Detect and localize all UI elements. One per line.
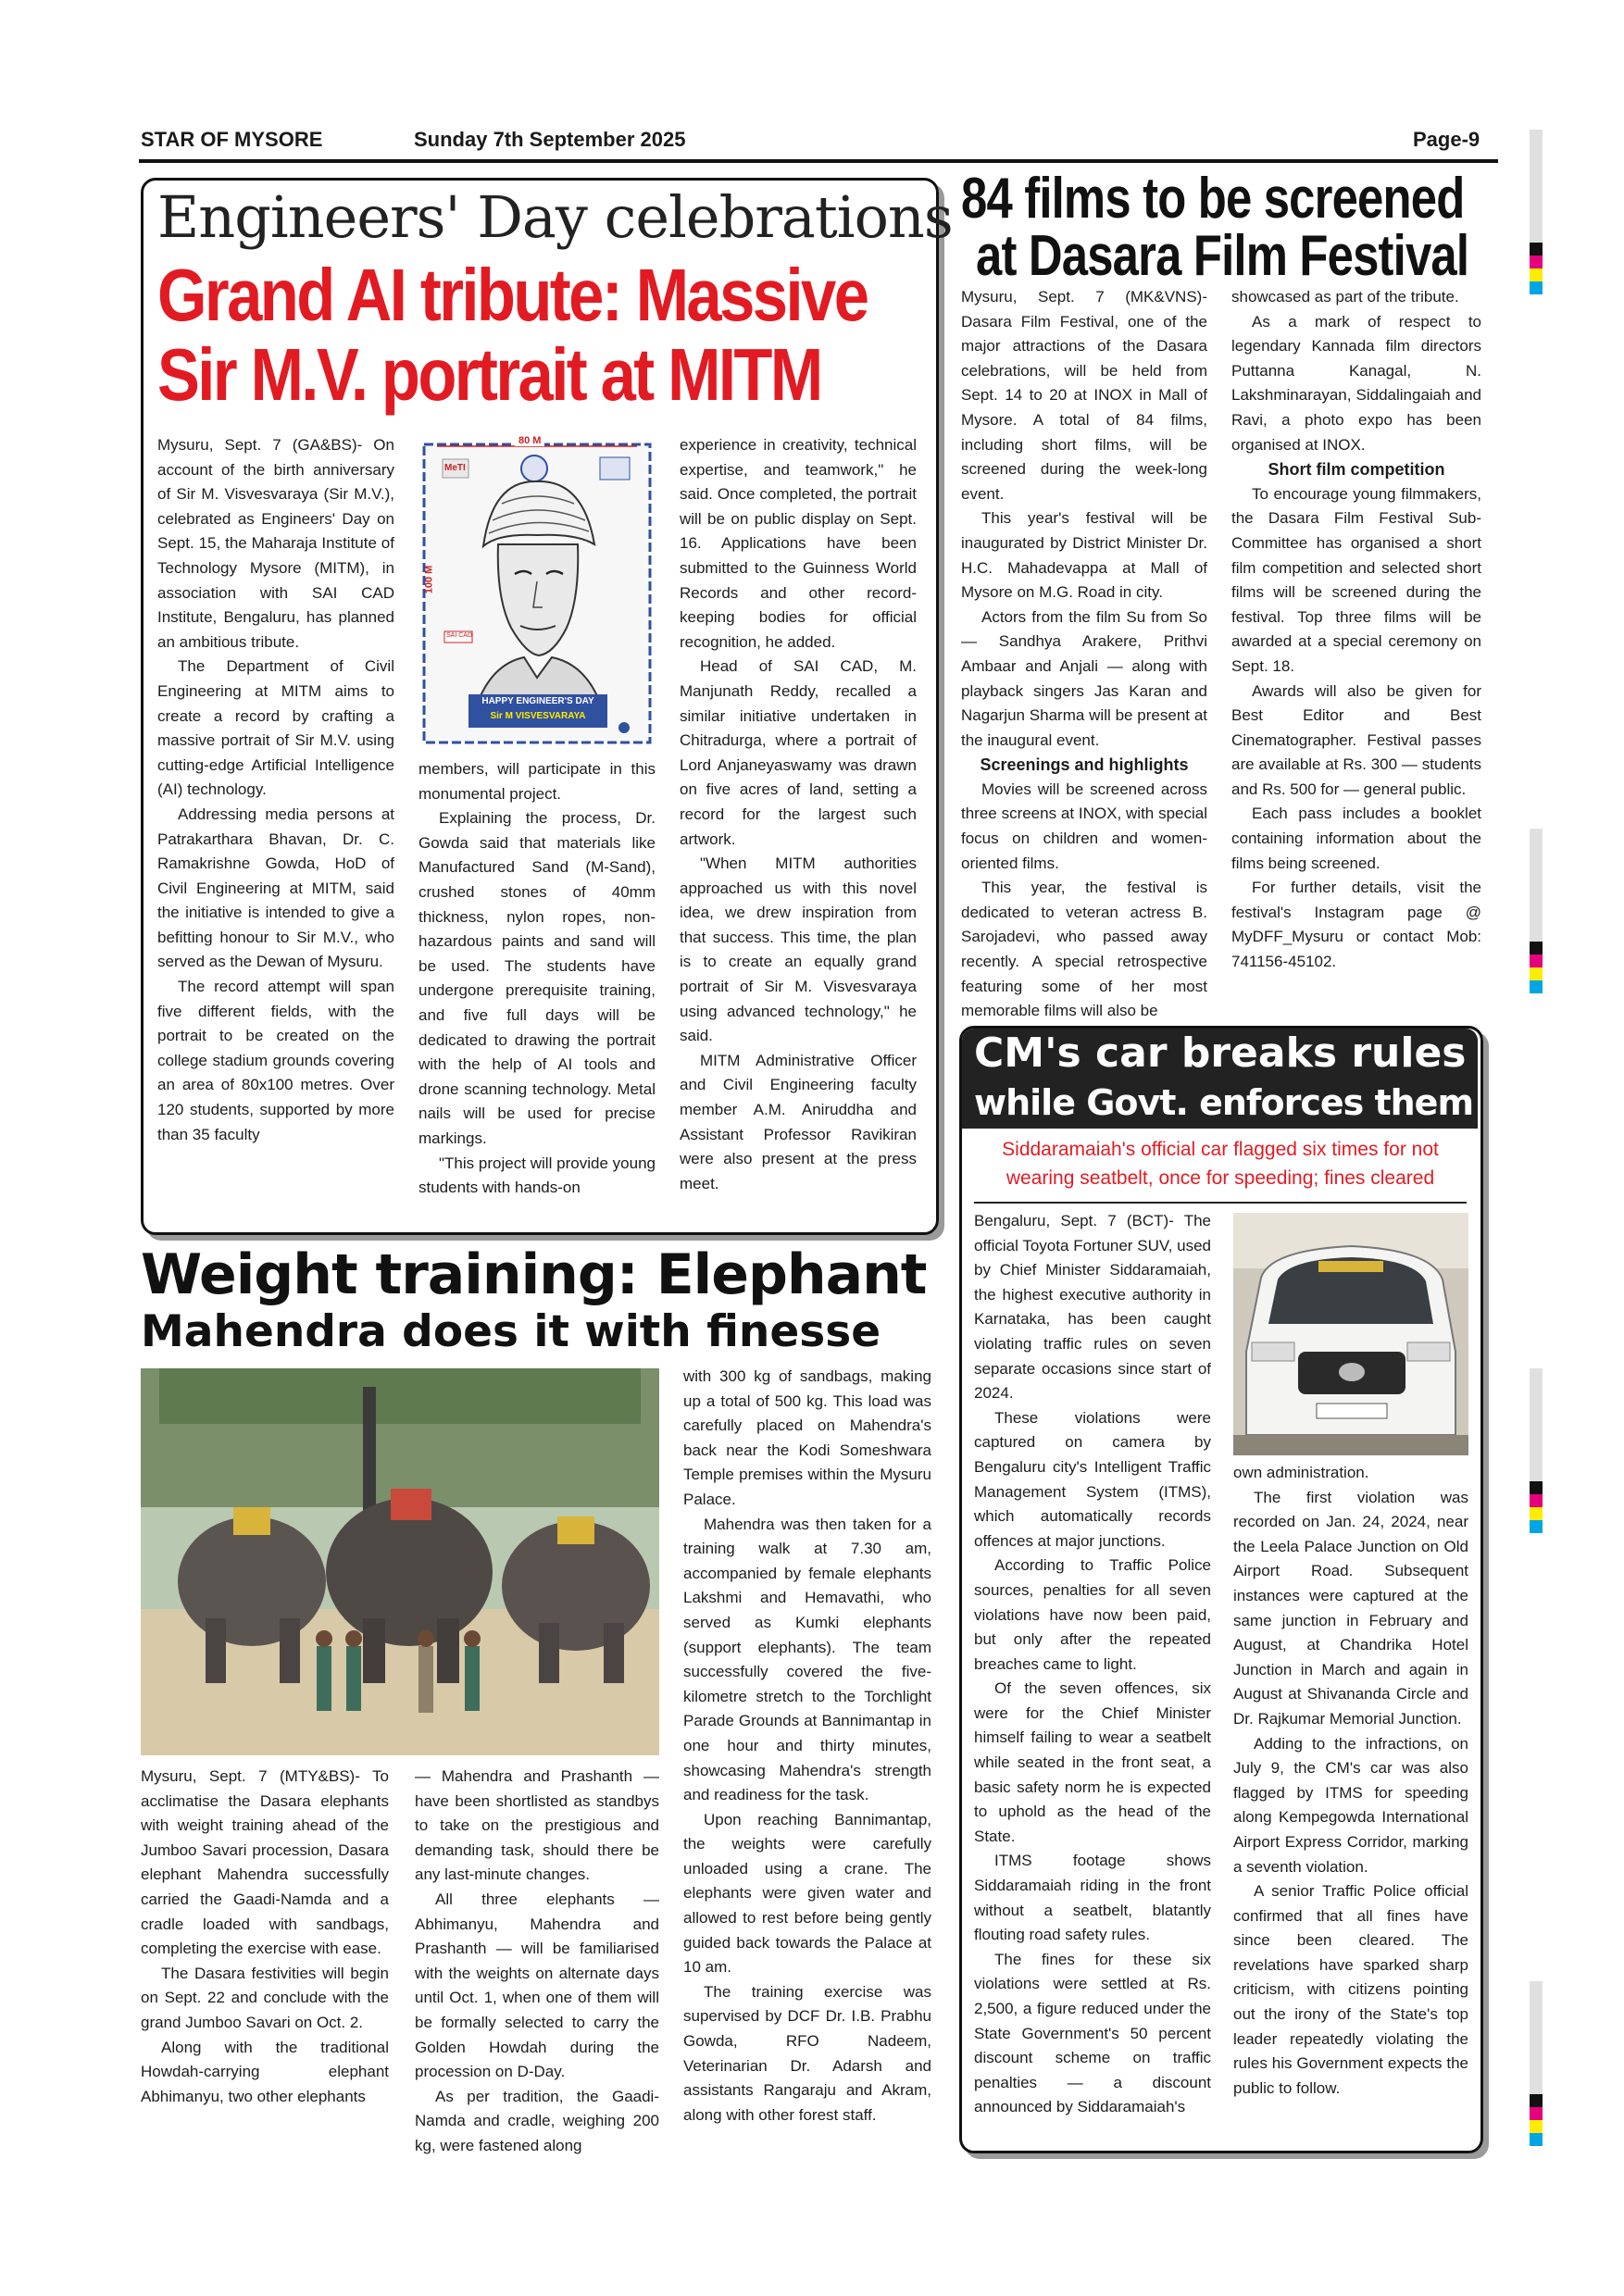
engineers-kicker: Engineers' Day celebrations [157, 183, 953, 251]
paragraph: showcased as part of the tribute. [1231, 288, 1459, 306]
paragraph: The record attempt will span five different fields, with the portrait to be created on the college stadium grounds covering an area of 80x100 metres. Over 120 students, supported by more than 35 faculty [157, 978, 394, 1143]
paragraph: For further details, visit the festival's Instagram page @ MyDFF_Mysuru or contact Mob: 741156-45102. [1231, 879, 1481, 971]
sai-cad-tag: SAI CAD [446, 632, 473, 639]
paragraph: Awards will also be given for Best Editor and Best Cinematographer. Festival passes are available at Rs. 300 — students and Rs. 500 for — general public. [1231, 681, 1481, 798]
colour-registration-mark [1530, 1481, 1543, 1533]
cm-subhead: Siddaramaiah's official car flagged six times for not wearing seatbelt, once for speeding; fines cleared [1002, 1139, 1439, 1189]
elephant-column-1 [141, 1765, 389, 2109]
issue-date: Sunday 7th September 2025 [414, 128, 686, 151]
paragraph: All three elephants — Abhimanyu, Mahendra and Prashanth — will be familiarised with the weights on alternate days until Oct. 1, when one of them will be formally selected to carry the Golden Howdah during the procession on D-Day. [415, 1890, 659, 2081]
paragraph: — Mahendra and Prashanth — have been shortlisted as standbys to take on the prestigious and demanding task, should there be any last-minute changes. [415, 1767, 659, 1884]
paragraph: Head of SAI CAD, M. Manjunath Reddy, recalled a similar initiative undertaken in Chitradurga, where a portrait of Lord Anjaneyaswamy was drawn on five acres of land, setting a record for the largest such artwork. [680, 657, 917, 848]
paragraph: The Department of Civil Engineering at MITM aims to create a record by crafting a massive portrait of Sir M.V. using cutting-edge Artificial Intelligence (AI) technology. [157, 657, 394, 799]
margin-strip [1530, 1368, 1543, 1481]
paragraph: To encourage young filmmakers, the Dasara Film Festival Sub-Committee has organised a short film competition and selected short films will be screened during the festival. Top three films will be awarded at a special ceremony on Sept. 18. [1231, 484, 1481, 675]
paragraph: According to Traffic Police sources, penalties for all seven violations have now been paid, but only after the repeated breaches came to light. [974, 1556, 1211, 1673]
colour-registration-mark [1530, 243, 1543, 294]
paragraph: Upon reaching Bannimantap, the weights were carefully unloaded using a crane. The elephants were given water and allowed to rest before being gently guided back towards the Palace at 10 am. [683, 1810, 931, 1977]
cm-car-photo [1233, 1213, 1468, 1455]
sir-mv-portrait-graphic [418, 435, 656, 748]
engineers-headline-line1: Grand AI tribute: Massive [157, 254, 868, 336]
paragraph: The Dasara festivities will begin on Sept. 22 and conclude with the grand Jumboo Savari on Oct. 2. [141, 1964, 389, 2031]
paragraph: MITM Administrative Officer and Civil Engineering faculty member A.M. Aniruddha and Assistant Professor Ravikiran were also present at the press meet. [680, 1051, 917, 1192]
engineers-column-3 [680, 433, 917, 1196]
films-column-2 [1231, 285, 1481, 975]
cm-headline-line2: while Govt. enforces them [974, 1082, 1474, 1123]
cm-column-1 [974, 1209, 1211, 2120]
subheading: Short film competition [1268, 460, 1445, 480]
paragraph: members, will participate in this monumental project. [418, 760, 656, 803]
paragraph: As per tradition, the Gaadi-Namda and cradle, weighing 200 kg, were fastened along [415, 2087, 659, 2154]
portrait-width-label: 80 M [515, 435, 544, 446]
paragraph: The training exercise was supervised by DCF Dr. I.B. Prabhu Gowda, RFO Nadeem, Veterinarian Dr. Adarsh and assistants Rangaraju and Akram, along with other forest staff. [683, 1982, 931, 2124]
elephant-headline-line1: Weight training: Elephant [141, 1242, 927, 1307]
paragraph: Adding to the infractions, on July 9, the CM's car was also flagged by ITMS for speeding along Kempegowda International Airport Express Corridor, marking a seventh violation. [1233, 1734, 1468, 1876]
paragraph: This year's festival will be inaugurated by District Minister Dr. H.C. Mahadevappa at Mall of Mysore on M.G. Road in city. [961, 509, 1207, 602]
films-headline-line2: at Dasara Film Festival [976, 224, 1469, 288]
paragraph: "When MITM authorities approached us with this novel idea, we drew inspiration from that success. This time, the plan is to create an equally grand portrait of Sir M. Visvesvaraya using advanced technology," he said. [680, 855, 917, 1045]
engineers-column-2 [418, 757, 656, 1201]
cm-headline-line1: CM's car breaks rules [974, 1029, 1467, 1077]
paragraph: A senior Traffic Police official confirmed that all fines have since been cleared. The revelations have sparked sharp criticism, with citizens pointing out the irony of the State's top leader repeatedly violating the rules his Government expects the public to follow. [1233, 1882, 1468, 2097]
paragraph: ITMS footage shows Siddaramaiah riding in the front without a seatbelt, blatantly flouting road safety rules. [974, 1852, 1211, 1944]
films-column-1 [961, 285, 1207, 1024]
page-number: Page-9 [1413, 128, 1480, 151]
paragraph: Each pass includes a booklet containing information about the films being screened. [1231, 805, 1481, 872]
paragraph: Movies will be screened across three screens at INOX, with special focus on children and women-oriented films. [961, 780, 1207, 872]
colour-registration-mark [1530, 2094, 1543, 2146]
elephants-scene [141, 1368, 659, 1755]
paragraph: The fines for these six violations were settled at Rs. 2,500, a figure reduced under the State Government's 50 percent discount scheme on traffic penalties — a discount announced by Siddaramaiah's [974, 1950, 1211, 2116]
portrait-banner-line1: HAPPY ENGINEER'S DAY [481, 696, 594, 706]
fortuner-image [1233, 1213, 1468, 1455]
paragraph: Addressing media persons at Patrakarthara Bhavan, Dr. C. Ramakrishne Gowda, HoD of Civil Engineering at MITM, said the initiative is intended to give a befitting honour to Sir M.V., who served as the Dewan of Mysuru. [157, 805, 394, 971]
paragraph: The first violation was recorded on Jan. 24, 2024, near the Leela Palace Junction on Old Airport Road. Subsequent instances were captured at the same junction in February and August, at Chandrika Hotel Junction in March and again in August at Shivananda Circle and Dr. Rajkumar Memorial Junction. [1233, 1488, 1468, 1728]
paragraph: Mysuru, Sept. 7 (MTY&BS)- To acclimatise the Dasara elephants with weight training ahead of the Jumboo Savari procession, Dasara elephant Mahendra successfully carried the Gaadi-Namda and a cradle loaded with sandbags, completing the exercise with ease. [141, 1767, 389, 1958]
portrait-banner-line2: Sir M VISVESVARAYA [490, 711, 586, 721]
margin-strip [1530, 829, 1543, 942]
cm-subhead-rule [974, 1202, 1467, 1204]
elephant-headline-line2: Mahendra does it with finesse [141, 1306, 881, 1357]
elephant-training-photo [141, 1368, 659, 1755]
paragraph: Along with the traditional Howdah-carrying elephant Abhimanyu, two other elephants [141, 2038, 389, 2105]
margin-strip [1530, 1981, 1543, 2094]
paragraph: with 300 kg of sandbags, making up a total of 500 kg. This load was carefully placed on Mahendra's back near the Kodi Someshwara Temple premises within the Mysuru Palace. [683, 1367, 931, 1508]
meti-logo: MeTI [444, 463, 466, 473]
colour-registration-mark [1530, 942, 1543, 993]
portrait-height-label: 100 M [423, 565, 435, 594]
paragraph: experience in creativity, technical expertise, and teamwork," he said. Once completed, the portrait will be on public display on Sept. 16. Applications have been submitted to the Guinness World Records and other record-keeping bodies for official recognition, he added. [680, 436, 917, 651]
engineers-headline-line2: Sir M.V. portrait at MITM [157, 333, 821, 416]
paragraph: This year, the festival is dedicated to veteran actress B. Sarojadevi, who passed away recently. A special retrospective featuring some of her most memorable films will also be [961, 879, 1207, 1020]
paragraph: "This project will provide young students with hands-on [418, 1154, 656, 1197]
elephant-column-2 [415, 1765, 659, 2159]
paragraph: Mahendra was then taken for a training walk at 7.30 am, accompanied by female elephants Lakshmi and Hemavathi, who served as Kumki elephants (support elephants). The team successfully covered the five-kilometre stretch to the Torchlight Parade Grounds at Bannimantap in one hour and thirty minutes, showcasing Mahendra's strength and readiness for the task. [683, 1515, 931, 1804]
paragraph: Mysuru, Sept. 7 (GA&BS)- On account of the birth anniversary of Sir M. Visvesvaraya (Sir M.V.), celebrated as Engineers' Day on Sept. 15, the Maharaja Institute of Technology Mysore (MITM), in association with SAI CAD Institute, Bengaluru, has planned an ambitious tribute. [157, 436, 394, 651]
paragraph: own administration. [1233, 1464, 1369, 1481]
paper-name: STAR OF MYSORE [141, 128, 323, 151]
paragraph: Of the seven offences, six were for the Chief Minister himself failing to wear a seatbelt while seated in the front seat, a basic safety norm he is expected to uphold as the head of the State. [974, 1679, 1211, 1845]
paragraph: These violations were captured on camera by Bengaluru city's Intelligent Traffic Management System (ITMS), which automatically records offences at major junctions. [974, 1408, 1211, 1550]
subheading: Screenings and highlights [980, 755, 1189, 775]
margin-strip [1530, 130, 1543, 243]
cm-column-2 [1233, 1461, 1468, 2101]
paragraph: Bengaluru, Sept. 7 (BCT)- The official Toyota Fortuner SUV, used by Chief Minister Siddaramaiah, the highest executive authority in Karnataka, has been caught violating traffic rules on seven separate occasions since start of 2024. [974, 1212, 1211, 1403]
masthead-rule [139, 159, 1498, 163]
paragraph: Mysuru, Sept. 7 (MK&VNS)- Dasara Film Festival, one of the major attractions of the Dasara celebrations, will be held from Sept. 14 to 20 at INOX in Mall of Mysore. A total of 84 films, including short films, will be screened during the week-long event. [961, 288, 1207, 503]
paragraph: As a mark of respect to legendary Kannada film directors Puttanna Kanagal, N. Lakshminarayan, Siddalingaiah and Ravi, a photo expo has been organised at INOX. [1231, 312, 1481, 454]
engineers-column-1 [157, 433, 394, 1147]
paragraph: Explaining the process, Dr. Gowda said that materials like Manufactured Sand (M-Sand), crushed stones of 40mm thickness, nylon ropes, non-hazardous paints and sand will be used. The students have undergone prerequisite training, and five full days will be dedicated to drawing the portrait with the help of AI tools and drone scanning technology. Metal nails will be used for precise markings. [418, 809, 656, 1147]
films-headline-line1: 84 films to be screened [961, 167, 1465, 231]
paragraph: Actors from the film Su from So — Sandhya Arakere, Prithvi Ambaar and Anjali — along with playback singers Jas Karan and Nagarjun Sharma will be present at the inaugural event. [961, 607, 1207, 749]
elephant-column-3 [683, 1365, 931, 2128]
